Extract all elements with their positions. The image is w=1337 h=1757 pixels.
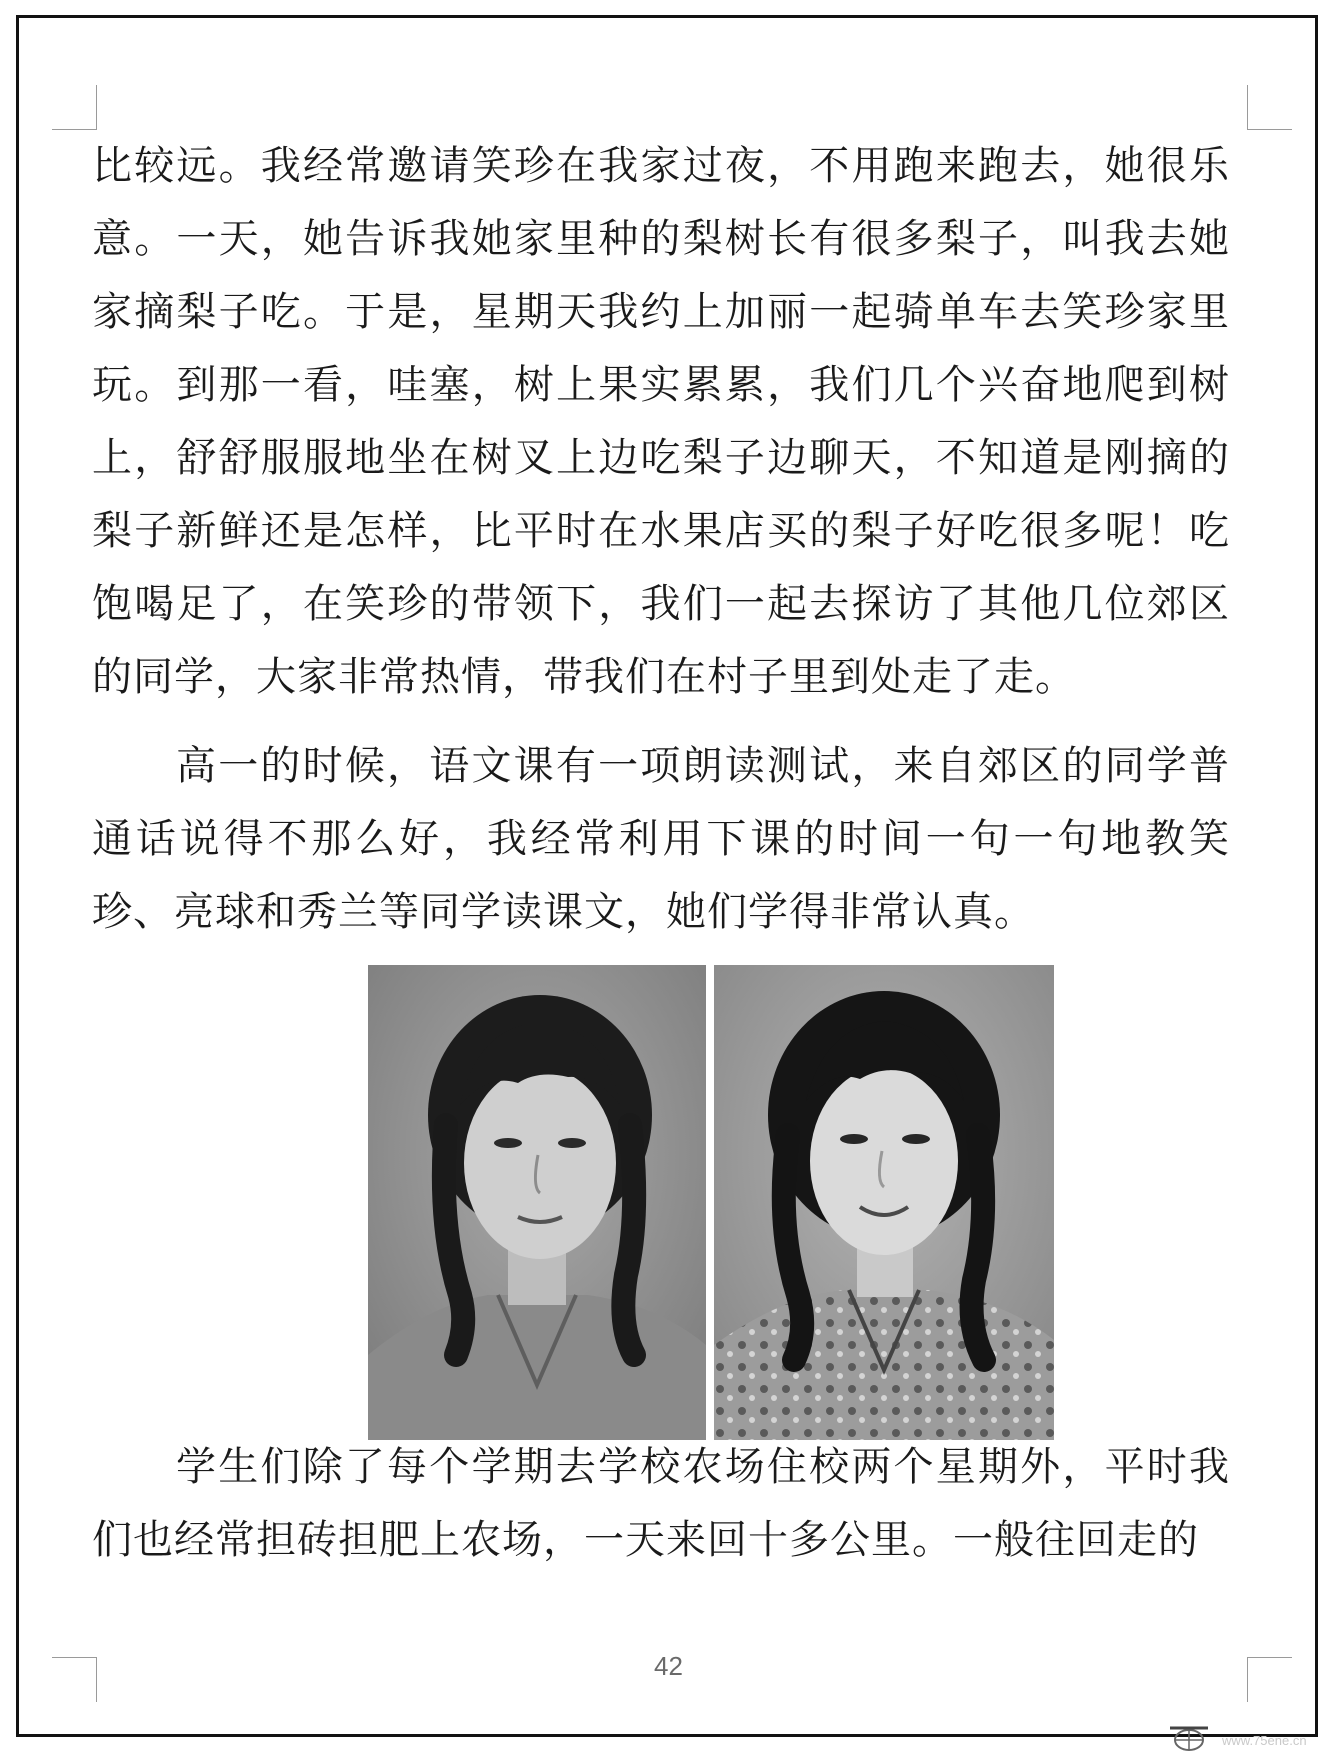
crop-mark-top-right [1247, 85, 1292, 130]
portrait-photo-right [714, 965, 1054, 1440]
watermark-logo-icon [1166, 1722, 1212, 1752]
portrait-photo-left [368, 965, 706, 1440]
page-number: 42 [654, 1651, 683, 1681]
paragraph-3: 学生们除了每个学期去学校农场住校两个星期外，平时我们也经常担砖担肥上农场，一天来回十多公里。一般往回走的 [92, 1444, 1230, 1563]
watermark-text: www.75ene.cn [1222, 1733, 1307, 1748]
paragraph-2: 高一的时候，语文课有一项朗读测试，来自郊区的同学普通话说得不那么好，我经常利用下课的时间一句一句地教笑珍、亮球和秀兰等同学读课文，她们学得非常认真。 [92, 743, 1230, 935]
paragraph-1: 比较远。我经常邀请笑珍在我家过夜，不用跑来跑去，她很乐意。一天，她告诉我她家里种的梨树长有很多梨子，叫我去她家摘梨子吃。于是，星期天我约上加丽一起骑单车去笑珍家里玩。到那一看，哇塞，树上果实累累，我们几个兴奋地爬到树上，舒舒服服地坐在树叉上边吃梨子边聊天，不知道是刚摘的梨子新鲜还是怎样，比平时在水果店买的梨子好吃很多呢！吃饱喝足了，在笑珍的带领下，我们一起去探访了其他几位郊区的同学，大家非常热情，带我们在村子里到处走了走。 [92, 143, 1230, 700]
crop-mark-top-left [52, 85, 97, 130]
